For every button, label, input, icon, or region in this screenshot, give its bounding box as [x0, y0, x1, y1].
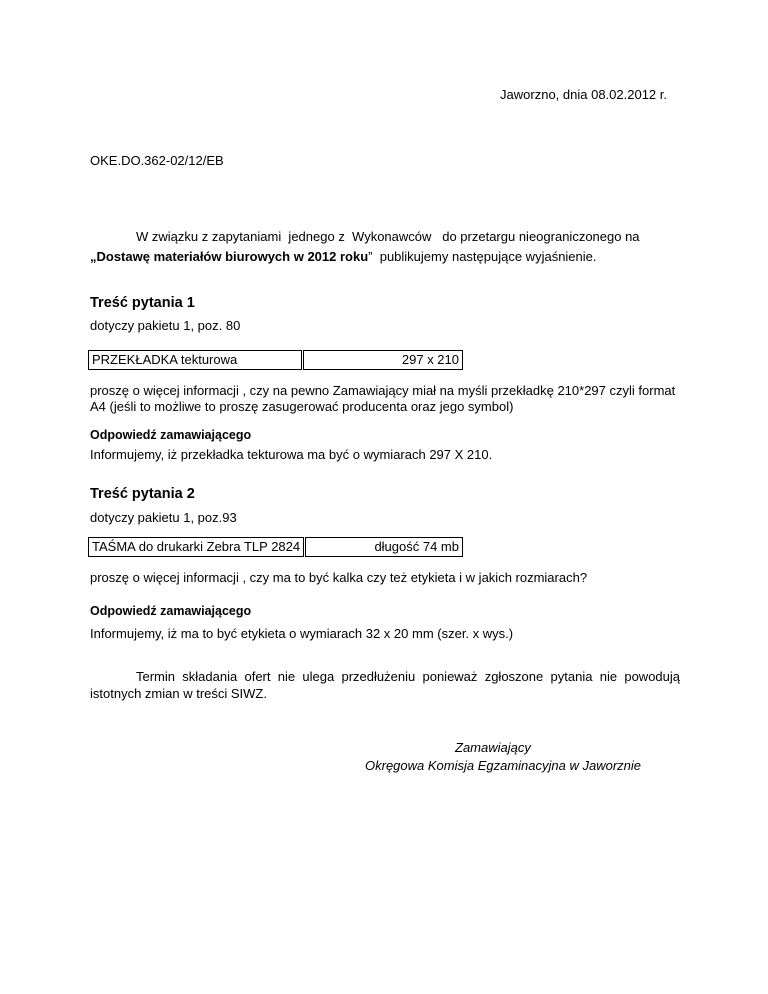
question-1-subject: dotyczy pakietu 1, poz. 80 — [90, 318, 241, 333]
closing-paragraph: Termin składania ofert nie ulega przedłużeniu ponieważ zgłoszone pytania nie powodują istotnych zmian w treści SIWZ. — [90, 669, 680, 701]
question-1-heading: Treść pytania 1 — [90, 295, 195, 311]
table-cell-spec: długość 74 mb — [305, 538, 463, 557]
date-line: Jaworzno, dnia 08.02.2012 r. — [500, 87, 667, 102]
question-1-text: proszę o więcej informacji , czy na pewno Zamawiający miał na myśli przekładkę 210*297 czyli format A4 (jeśli to możliwe to proszę zasugerować producenta oraz jego symbol) — [90, 383, 676, 414]
question-2-heading: Treść pytania 2 — [90, 486, 195, 502]
table-cell-item: PRZEKŁADKA tekturowa — [89, 351, 303, 370]
table-row — [89, 538, 463, 557]
answer-1-heading: Odpowiedź zamawiającego — [90, 428, 252, 442]
intro-line-2-rest: ” publikujemy następujące wyjaśnienie. — [368, 249, 597, 264]
table-cell-item: TAŚMA do drukarki Zebra TLP 2824 — [89, 538, 305, 557]
answer-1-text: Informujemy, iż przekładka tekturowa ma być o wymiarach 297 X 210. — [90, 447, 493, 462]
question-1-table — [88, 350, 463, 370]
question-2-text: proszę o więcej informacji , czy ma to być kalka czy też etykieta i w jakich rozmiarach? — [90, 570, 588, 585]
tender-name: „Dostawę materiałów biurowych w 2012 roku — [90, 249, 369, 264]
intro-line-2 — [90, 249, 597, 264]
question-2-table — [88, 537, 463, 557]
signature-organization: Okręgowa Komisja Egzaminacyjna w Jaworznie — [365, 758, 642, 773]
question-2-subject: dotyczy pakietu 1, poz.93 — [90, 510, 237, 525]
intro-line-1: W związku z zapytaniami jednego z Wykonawców do przetargu nieograniczonego na — [136, 229, 640, 244]
answer-2-text: Informujemy, iż ma to być etykieta o wymiarach 32 x 20 mm (szer. x wys.) — [90, 626, 514, 641]
answer-2-heading: Odpowiedź zamawiającego — [90, 604, 252, 618]
table-row — [89, 351, 463, 370]
reference-number: OKE.DO.362-02/12/EB — [90, 153, 224, 168]
table-cell-spec: 297 x 210 — [303, 351, 463, 370]
signature-role: Zamawiający — [455, 740, 531, 755]
